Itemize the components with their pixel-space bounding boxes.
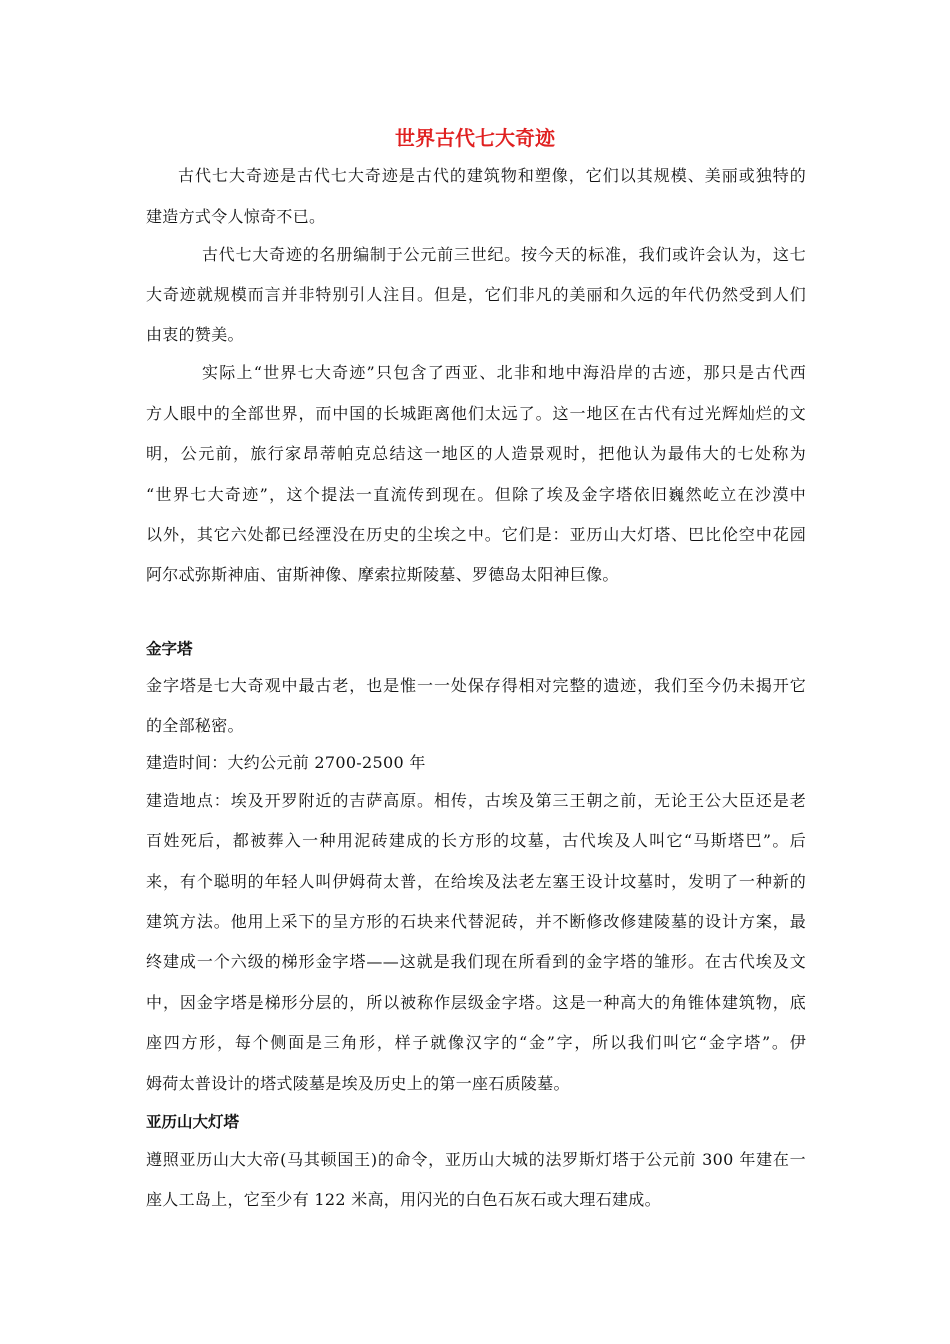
pyramid-place-line-6: 中，因金字塔是梯形分层的，所以被称作层级金字塔。这是一种高大的角锥体建筑物，底 <box>146 993 806 1012</box>
intro-p3-line-5: 以外，其它六处都已经湮没在历史的尘埃之中。它们是：亚历山大灯塔、巴比伦空中花园 <box>146 525 806 544</box>
page-title: 世界古代七大奇迹 <box>395 126 555 150</box>
pyramid-place-line-3: 来，有个聪明的年轻人叫伊姆荷太普，在给埃及法老左塞王设计坟墓时，发明了一种新的 <box>146 872 806 891</box>
section-heading-lighthouse: 亚历山大灯塔 <box>146 1113 240 1131</box>
section-heading-pyramid: 金字塔 <box>146 640 193 658</box>
intro-p1-line-1: 古代七大奇迹是古代七大奇迹是古代的建筑物和塑像，它们以其规模、美丽或独特的 <box>178 166 806 185</box>
intro-p3-line-1: 实际上“世界七大奇迹”只包含了西亚、北非和地中海沿岸的古迹，那只是古代西 <box>202 363 806 382</box>
intro-p2-line-3: 由衷的赞美。 <box>146 325 244 344</box>
pyramid-place-line-7: 座四方形，每个侧面是三角形，样子就像汉字的“金”字，所以我们叫它“金字塔”。伊 <box>146 1033 806 1052</box>
pyramid-place-line-4: 建筑方法。他用上采下的呈方形的石块来代替泥砖，并不断修改修建陵墓的设计方案，最 <box>146 912 806 931</box>
intro-p3-line-6: 阿尔忒弥斯神庙、宙斯神像、摩索拉斯陵墓、罗德岛太阳神巨像。 <box>146 565 619 584</box>
intro-p3-line-3: 明，公元前，旅行家昂蒂帕克总结这一地区的人造景观时，把他认为最伟大的七处称为 <box>146 444 806 463</box>
intro-p3-line-2: 方人眼中的全部世界，而中国的长城距离他们太远了。这一地区在古代有过光辉灿烂的文 <box>146 404 806 423</box>
lighthouse-desc-line-2: 座人工岛上，它至少有 122 米高，用闪光的白色石灰石或大理石建成。 <box>146 1190 661 1209</box>
pyramid-place-line-1: 建造地点：埃及开罗附近的吉萨高原。相传，古埃及第三王朝之前，无论王公大臣还是老 <box>146 791 806 810</box>
pyramid-place-line-8: 姆荷太普设计的塔式陵墓是埃及历史上的第一座石质陵墓。 <box>146 1074 570 1093</box>
intro-p1-line-2: 建造方式令人惊奇不已。 <box>146 207 326 226</box>
pyramid-desc-line-1: 金字塔是七大奇观中最古老，也是惟一一处保存得相对完整的遗迹，我们至今仍未揭开它 <box>146 676 806 695</box>
pyramid-place-line-2: 百姓死后，都被葬入一种用泥砖建成的长方形的坟墓，古代埃及人叫它“马斯塔巴”。后 <box>146 831 806 850</box>
lighthouse-desc-line-1: 遵照亚历山大大帝(马其顿国王)的命令，亚历山大城的法罗斯灯塔于公元前 300 年建在一 <box>146 1150 806 1169</box>
pyramid-build-time: 建造时间：大约公元前 2700-2500 年 <box>146 753 426 772</box>
intro-p2-line-1: 古代七大奇迹的名册编制于公元前三世纪。按今天的标准，我们或许会认为，这七 <box>202 245 806 264</box>
intro-p2-line-2: 大奇迹就规模而言并非特别引人注目。但是，它们非凡的美丽和久远的年代仍然受到人们 <box>146 285 806 304</box>
pyramid-place-line-5: 终建成一个六级的梯形金字塔——这就是我们现在所看到的金字塔的雏形。在古代埃及文 <box>146 952 806 971</box>
intro-p3-line-4: “世界七大奇迹”，这个提法一直流传到现在。但除了埃及金字塔依旧巍然屹立在沙漠中 <box>146 485 806 504</box>
pyramid-desc-line-2: 的全部秘密。 <box>146 716 244 735</box>
